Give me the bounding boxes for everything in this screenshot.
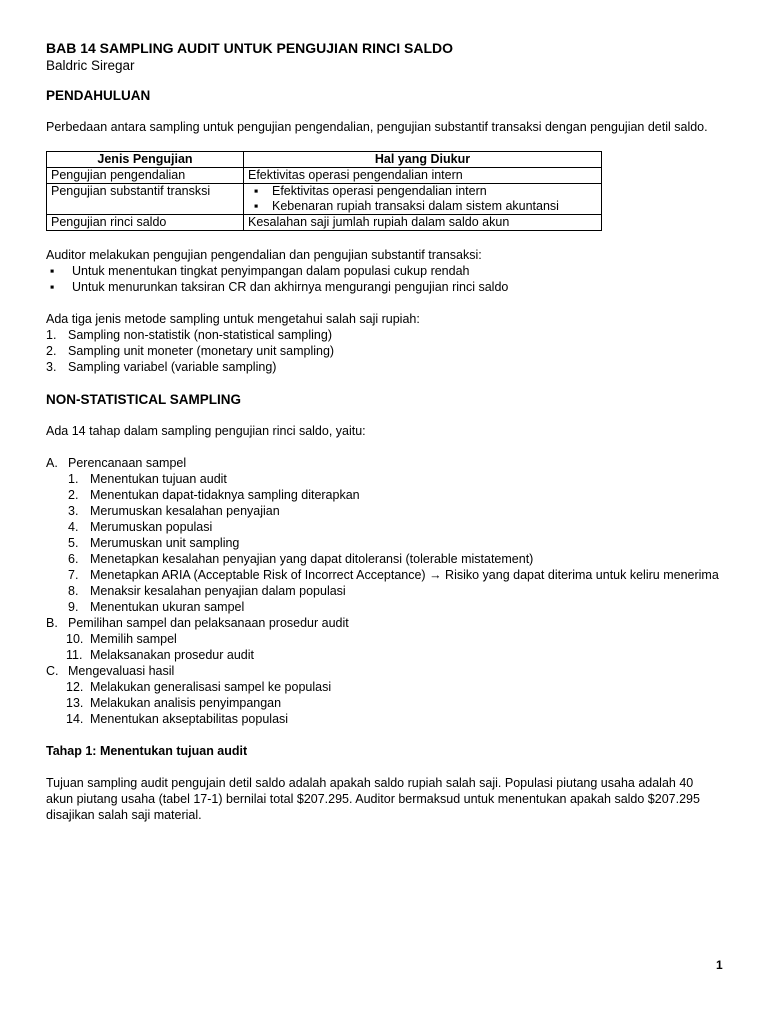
step-number: 13. [66,696,84,710]
step-text: Merumuskan unit sampling [90,536,240,550]
step-text: Menetapkan kesalahan penyajian yang dapat ditoleransi (tolerable mistatement) [90,552,534,566]
list-item: ▪ Untuk menentukan tingkat penyimpangan dalam populasi cukup rendah [46,263,722,279]
tahap1-heading: Tahap 1: Menentukan tujuan audit [46,744,248,758]
step-item [68,503,722,519]
step-number: 10. [66,632,84,646]
steps-outline [46,455,722,727]
step-group [46,455,722,615]
intro-paragraph: Perbedaan antara sampling untuk pengujian pengendalian, pengujian substantif transaksi dengan pengujian detil saldo. [46,120,708,134]
step-item [68,535,722,551]
step-item [68,551,722,567]
bullet-list [248,184,597,214]
list-text: Sampling unit moneter (monetary unit sampling) [68,344,335,358]
step-item [68,487,722,503]
list-item [46,359,722,375]
list-number: 3. [46,360,57,374]
step-item [68,567,722,583]
comparison-table [46,151,602,231]
step-number: 8. [68,584,79,598]
group-label: Perencanaan sampel [68,456,187,470]
group-label: Mengevaluasi hasil [68,664,175,678]
table-cell-hal: Kesalahan saji jumlah rupiah dalam saldo akun [244,215,602,231]
step-number: 1. [68,472,79,486]
methods-lead: Ada tiga jenis metode sampling untuk mengetahui salah saji rupiah: [46,312,420,326]
step-number: 4. [68,520,79,534]
list-item: ▪ Kebenaran rupiah transaksi dalam sistem akuntansi [248,199,597,214]
steps-lead: Ada 14 tahap dalam sampling pengujian rinci saldo, yaitu: [46,424,366,438]
table-cell-hal: Efektivitas operasi pengendalian intern [244,168,602,184]
table-row [47,215,602,231]
step-list [68,679,722,727]
table-header-hal: Hal yang Diukur [244,152,602,168]
group-label: Pemilihan sampel dan pelaksanaan prosedur audit [68,616,349,630]
step-item [68,647,722,663]
table-cell-hal [244,184,602,215]
step-number: 5. [68,536,79,550]
table-cell-jenis: Pengujian rinci saldo [47,215,244,231]
section-heading-non-statistical: NON-STATISTICAL SAMPLING [46,392,241,407]
step-number: 12. [66,680,84,694]
table-row [47,184,602,215]
table-cell-jenis: Pengujian substantif transksi [47,184,244,215]
step-group [46,663,722,727]
table-header-jenis: Jenis Pengujian [47,152,244,168]
step-text: Menentukan akseptabilitas populasi [90,712,289,726]
step-text: Merumuskan kesalahan penyajian [90,504,280,518]
step-number: 9. [68,600,79,614]
step-group [46,615,722,663]
group-letter: C. [46,664,59,678]
list-number: 1. [46,328,57,342]
step-number: 3. [68,504,79,518]
step-number: 14. [66,712,84,726]
step-item [68,599,722,615]
list-item [46,343,722,359]
step-text: Melakukan analisis penyimpangan [90,696,282,710]
step-text: Menaksir kesalahan penyajian dalam populasi [90,584,346,598]
chapter-title: BAB 14 SAMPLING AUDIT UNTUK PENGUJIAN RINCI SALDO [46,40,454,56]
step-item [68,519,722,535]
step-text: Merumuskan populasi [90,520,213,534]
list-text: Sampling variabel (variable sampling) [68,360,277,374]
step-list [68,631,722,663]
step-item [68,711,722,727]
document-page [46,40,722,839]
step-list [68,471,722,615]
step-item [68,583,722,599]
auditor-lead: Auditor melakukan pengujian pengendalian dan pengujian substantif transaksi: [46,248,482,262]
auditor-bullet-list [46,263,722,295]
group-letter: B. [46,616,58,630]
author: Baldric Siregar [46,58,135,73]
table-header-row [47,152,602,168]
step-text: Melakukan generalisasi sampel ke populasi [90,680,332,694]
step-item [68,679,722,695]
section-heading-pendahuluan: PENDAHULUAN [46,88,151,103]
list-text: Sampling non-statistik (non-statistical sampling) [68,328,332,342]
list-item: ▪ Efektivitas operasi pengendalian intern [248,184,597,199]
group-letter: A. [46,456,58,470]
methods-list [46,327,722,375]
step-text: Menetapkan ARIA (Acceptable Risk of Incorrect Acceptance) → Risiko yang dapat diterima untuk keliru menerima [90,568,719,582]
step-number: 2. [68,488,79,502]
list-item: ▪ Untuk menurunkan taksiran CR dan akhirnya mengurangi pengujian rinci saldo [46,279,722,295]
step-number: 11. [66,648,83,662]
step-text: Menentukan ukuran sampel [90,600,245,614]
list-item [46,327,722,343]
step-number: 6. [68,552,79,566]
step-item [68,471,722,487]
step-text: Melaksanakan prosedur audit [90,648,254,662]
table-row [47,168,602,184]
page-number: 1 [716,958,723,972]
step-number: 7. [68,568,79,582]
step-text: Menentukan dapat-tidaknya sampling diterapkan [90,488,360,502]
step-item [68,631,722,647]
step-item [68,695,722,711]
step-text: Menentukan tujuan audit [90,472,227,486]
list-number: 2. [46,344,57,358]
step-text: Memilih sampel [90,632,177,646]
tahap1-paragraph: Tujuan sampling audit pengujain detil saldo adalah apakah saldo rupiah salah saji. Populasi piutang usaha adalah 40 akun piutang usaha (tabel 17-1) bernilai total $207.295. Auditor bermaksud untuk menentukan apakah saldo $207.295 disajikan salah saji material. [46,776,700,822]
table-cell-jenis: Pengujian pengendalian [47,168,244,184]
